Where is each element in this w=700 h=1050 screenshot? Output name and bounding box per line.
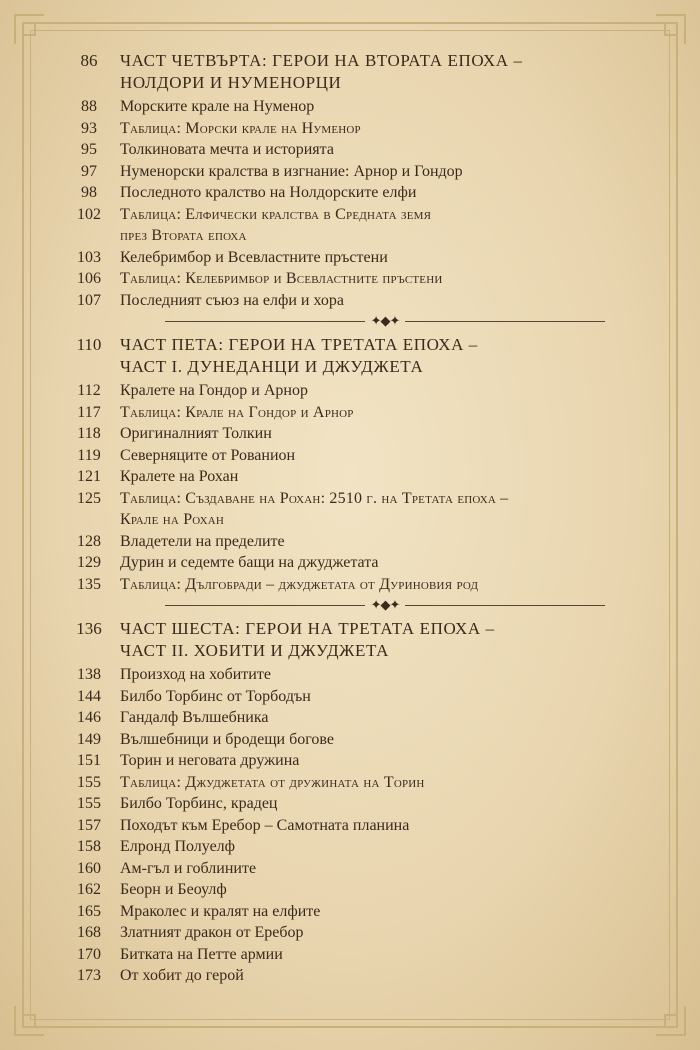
toc-entry[interactable] (60, 96, 650, 118)
entry-page-number: 112 (77, 382, 101, 399)
entry-page-number: 95 (81, 141, 97, 158)
toc-entry[interactable] (60, 139, 650, 161)
toc-entry[interactable] (60, 664, 650, 686)
entry-page-number: 97 (81, 162, 97, 180)
entry-page-number: 121 (77, 468, 101, 485)
entry-page-number: 119 (77, 446, 101, 464)
toc-entry[interactable] (60, 268, 650, 290)
entry-page-number: 88 (81, 98, 97, 115)
entry-page-number: 117 (77, 403, 101, 421)
entry-title: Билбо Торбинс от Торбодън (120, 687, 311, 705)
entry-title: Торин и неговата дружина (120, 752, 300, 769)
entry-title: Таблица: Дългобради – джуджетата от Дуриновия род (120, 575, 479, 593)
entry-title: Владетели на пределите (120, 532, 285, 550)
entry-page-number: 160 (77, 859, 101, 877)
entry-page-number: 151 (77, 752, 101, 769)
entry-page-number: 103 (77, 248, 101, 266)
entry-title: Таблица: Джуджетата от дружината на Торин (120, 773, 425, 791)
divider-line (165, 605, 365, 606)
section-divider (120, 598, 650, 612)
toc-entry[interactable] (60, 204, 650, 226)
section-divider (120, 314, 650, 328)
entry-title: Северняците от Рованион (120, 446, 296, 464)
toc-entry[interactable] (60, 901, 650, 923)
toc-entry[interactable] (60, 965, 650, 987)
entry-page-number: 149 (77, 730, 101, 748)
toc-entry[interactable] (60, 686, 650, 708)
corner-ornament (14, 14, 44, 44)
entry-page-number: 155 (77, 795, 101, 812)
part-page-number: 86 (80, 51, 98, 70)
toc-entry[interactable] (60, 815, 650, 837)
entry-page-number: 129 (77, 554, 101, 571)
toc-entry[interactable] (60, 922, 650, 944)
entry-title: Гандалф Вълшебника (120, 709, 269, 726)
entry-page-number: 146 (77, 709, 101, 726)
entry-title: Беорн и Беоулф (120, 881, 227, 898)
entry-title: Таблица: Елфически кралства в Средната земя (120, 205, 432, 223)
part-page-number: 110 (76, 335, 102, 354)
entry-page-number: 106 (77, 270, 101, 287)
entry-title: Билбо Торбинс, крадец (120, 795, 278, 812)
toc-entry[interactable] (60, 772, 650, 794)
divider-line (405, 605, 605, 606)
entry-page-number: 107 (77, 291, 101, 309)
entry-page-number: 170 (77, 945, 101, 963)
toc-entry[interactable] (60, 729, 650, 751)
corner-ornament (656, 14, 686, 44)
part-heading[interactable] (60, 50, 650, 94)
corner-ornament (656, 1006, 686, 1036)
part-heading[interactable] (60, 618, 650, 662)
entry-page-number: 173 (77, 967, 101, 984)
toc-entry[interactable] (60, 750, 650, 772)
entry-title: Морските крале на Нуменор (120, 98, 315, 115)
entry-title: Оригиналният Толкин (120, 425, 272, 442)
part-title-line: ЧАСТ I. ДУНЕДАНЦИ И ДЖУДЖЕТА (120, 357, 424, 376)
part-title-line: ЧАСТ ЧЕТВЪРТА: ГЕРОИ НА ВТОРАТА ЕПОХА – (120, 51, 523, 70)
entry-title: Таблица: Крале на Гондор и Арнор (120, 403, 354, 421)
entry-title: Вълшебници и бродещи богове (120, 730, 334, 748)
toc-entry[interactable] (60, 445, 650, 467)
divider-line (405, 321, 605, 322)
part-title (118, 334, 650, 378)
toc-entry[interactable] (60, 944, 650, 966)
entry-title: Таблица: Създаване на Рохан: 2510 г. на Третата епоха – (120, 489, 509, 507)
toc-entry[interactable] (60, 225, 650, 247)
entry-page-number: 93 (81, 119, 97, 137)
part-page-number: 136 (76, 619, 102, 638)
toc-entry[interactable] (60, 423, 650, 445)
toc-entry[interactable] (60, 509, 650, 531)
toc-entry[interactable] (60, 182, 650, 204)
entry-title: Мраколес и кралят на елфите (120, 902, 321, 920)
entry-page-number: 125 (77, 489, 101, 507)
entry-title: Походът към Еребор – Самотната планина (120, 816, 410, 834)
entry-title: Произход на хобитите (120, 666, 271, 683)
entry-title: Ам-гъл и гоблините (120, 859, 257, 877)
entry-title: през Втората епоха (120, 227, 247, 244)
entry-title: Таблица: Келебримбор и Всевластните пръстени (120, 270, 443, 287)
toc-entry[interactable] (60, 402, 650, 424)
entry-page-number: 128 (77, 532, 101, 550)
entry-title: Златният дракон от Еребор (120, 924, 304, 941)
divider-ornament-icon: ✦◆✦ (370, 313, 400, 328)
toc-entry[interactable] (60, 161, 650, 183)
entry-page-number: 168 (77, 924, 101, 941)
entry-title: Таблица: Морски крале на Нуменор (120, 119, 361, 137)
entry-title: Битката на Петте армии (120, 945, 283, 963)
part-title (118, 618, 650, 662)
toc-entry[interactable] (60, 574, 650, 596)
entry-title: Последното кралство на Нолдорските елфи (120, 184, 417, 201)
part-title-line: ЧАСТ ШЕСТА: ГЕРОИ НА ТРЕТАТА ЕПОХА – (120, 619, 495, 638)
toc-entry[interactable] (60, 858, 650, 880)
toc-entry[interactable] (60, 118, 650, 140)
entry-page-number: 157 (77, 816, 101, 834)
entry-page-number: 144 (77, 687, 101, 705)
entry-title: От хобит до герой (120, 967, 244, 984)
entry-page-number: 158 (77, 838, 101, 855)
toc-entry[interactable] (60, 488, 650, 510)
entry-page-number: 155 (77, 773, 101, 791)
part-title-line: НОЛДОРИ И НУМЕНОРЦИ (120, 73, 342, 92)
entry-page-number: 138 (77, 666, 101, 683)
toc-entry[interactable] (60, 552, 650, 574)
divider-line (165, 321, 365, 322)
entry-page-number: 165 (77, 902, 101, 920)
part-title-line: ЧАСТ ПЕТА: ГЕРОИ НА ТРЕТАТА ЕПОХА – (120, 335, 478, 354)
entry-title: Дурин и седемте бащи на джуджетата (120, 554, 379, 571)
entry-page-number: 98 (81, 184, 97, 201)
entry-title: Кралете на Рохан (120, 468, 239, 485)
entry-title: Кралете на Гондор и Арнор (120, 382, 308, 399)
toc-entry[interactable] (60, 879, 650, 901)
entry-title: Толкиновата мечта и историята (120, 141, 334, 158)
toc-entry[interactable] (60, 380, 650, 402)
entry-page-number: 102 (77, 205, 101, 223)
entry-page-number: 162 (77, 881, 101, 898)
toc-entry[interactable] (60, 836, 650, 858)
divider-ornament-icon: ✦◆✦ (370, 597, 400, 612)
entry-title: Келебримбор и Всевластните пръстени (120, 248, 388, 266)
toc-entry[interactable] (60, 793, 650, 815)
entry-title: Нуменорски кралства в изгнание: Арнор и Гондор (120, 162, 463, 180)
toc-entry[interactable] (60, 466, 650, 488)
part-heading[interactable] (60, 334, 650, 378)
entry-title: Последният съюз на елфи и хора (120, 291, 344, 309)
corner-ornament (14, 1006, 44, 1036)
toc-entry[interactable] (60, 290, 650, 312)
entry-title: Крале на Рохан (120, 511, 225, 528)
table-of-contents (60, 50, 650, 987)
entry-page-number: 135 (77, 575, 101, 593)
toc-entry[interactable] (60, 531, 650, 553)
part-title (118, 50, 650, 94)
entry-title: Елронд Полуелф (120, 838, 236, 855)
entry-page-number: 118 (77, 425, 101, 442)
part-title-line: ЧАСТ II. ХОБИТИ И ДЖУДЖЕТА (120, 641, 389, 660)
toc-entry[interactable] (60, 707, 650, 729)
toc-entry[interactable] (60, 247, 650, 269)
